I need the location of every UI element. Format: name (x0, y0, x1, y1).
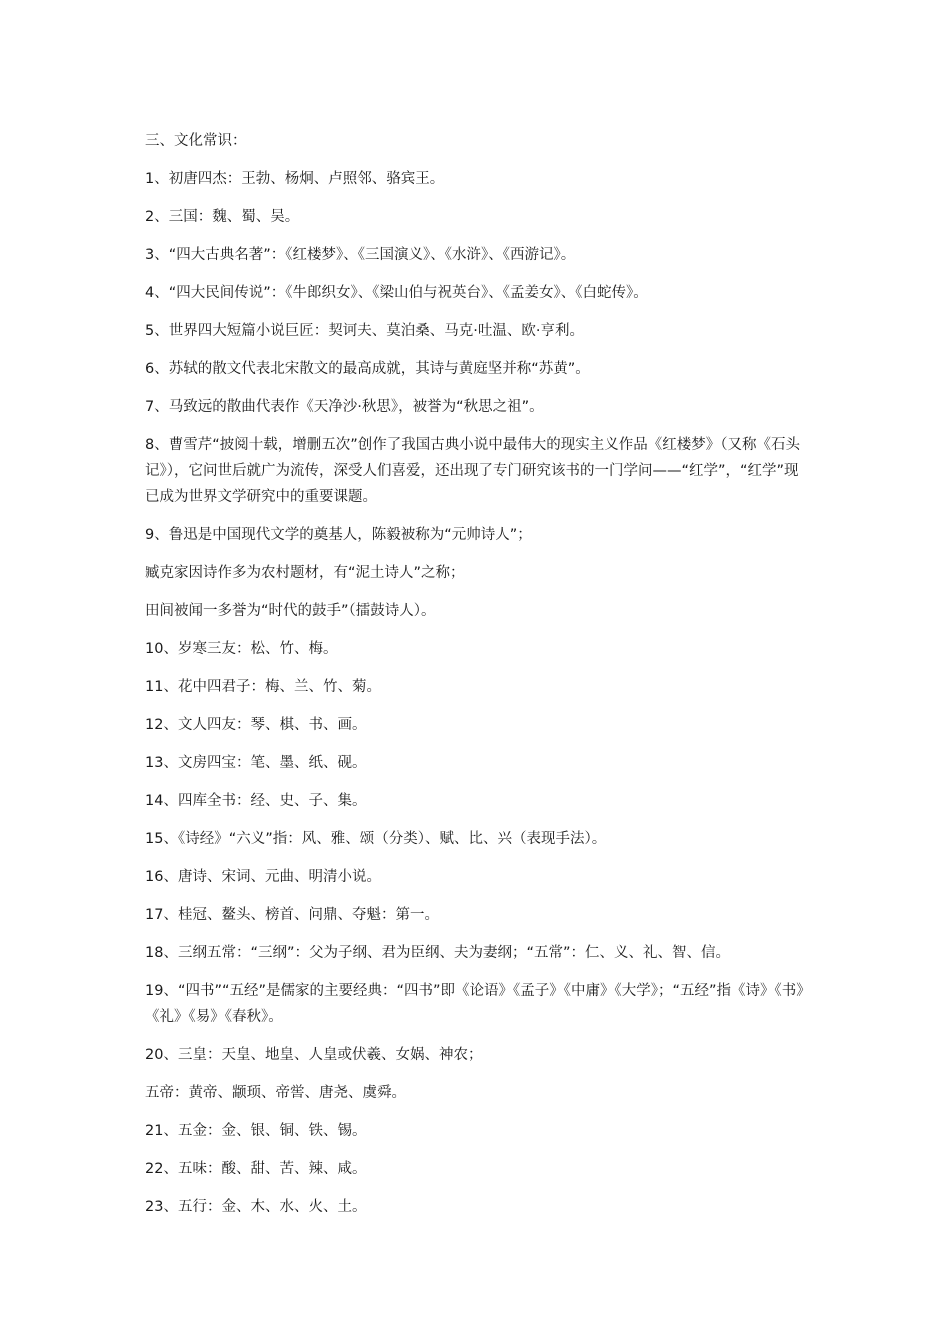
list-item: 16、唐诗、宋词、元曲、明清小说。 (145, 869, 381, 885)
list-item: 9、鲁迅是中国现代文学的奠基人，陈毅被称为“元帅诗人”； (145, 527, 532, 543)
list-item: 15、《诗经》“六义”指：风、雅、颂（分类）、赋、比、兴（表现手法）。 (145, 831, 607, 847)
list-item: 21、五金：金、银、铜、铁、锡。 (145, 1123, 367, 1139)
list-item: 22、五味：酸、甜、苦、辣、咸。 (145, 1161, 367, 1177)
list-item: 10、岁寒三友：松、竹、梅。 (145, 641, 338, 657)
list-item: 5、世界四大短篇小说巨匠：契诃夫、莫泊桑、马克·吐温、欧·亨利。 (145, 323, 584, 339)
list-item: 6、苏轼的散文代表北宋散文的最高成就，其诗与黄庭坚并称“苏黄”。 (145, 361, 590, 377)
document-page (145, 128, 810, 1232)
list-item: 18、三纲五常：“三纲”：父为子纲、君为臣纲、夫为妻纲；“五常”：仁、义、礼、智、信。 (145, 945, 730, 961)
section-heading: 三、文化常识： (145, 133, 247, 149)
list-item: 14、四库全书：经、史、子、集。 (145, 793, 367, 809)
list-item: 2、三国：魏、蜀、吴。 (145, 209, 300, 225)
list-item: 17、桂冠、鳌头、榜首、问鼎、夺魁：第一。 (145, 907, 439, 923)
list-item: 臧克家因诗作多为农村题材，有“泥土诗人”之称； (145, 565, 465, 581)
list-item: 19、“四书”“五经”是儒家的主要经典：“四书”即《论语》《孟子》《中庸》《大学》；“五经”指《诗》《书》《礼》《易》《春秋》。 (145, 983, 804, 1025)
list-item: 20、三皇：天皇、地皇、人皇或伏羲、女娲、神农； (145, 1047, 483, 1063)
list-item: 1、初唐四杰：王勃、杨炯、卢照邻、骆宾王。 (145, 171, 445, 187)
list-item: 五帝：黄帝、颛顼、帝喾、唐尧、虞舜。 (145, 1085, 406, 1101)
list-item: 田间被闻一多誉为“时代的鼓手”（擂鼓诗人）。 (145, 603, 436, 619)
list-item: 8、曹雪芹“披阅十载，增删五次”创作了我国古典小说中最伟大的现实主义作品《红楼梦》（又称《石头记》），它问世后就广为流传，深受人们喜爱，还出现了专门研究该书的一门学问——“红学”，“红学”现已成为世界文学研究中的重要课题。 (145, 437, 800, 505)
list-item: 7、马致远的散曲代表作《天净沙·秋思》，被誉为“秋思之祖”。 (145, 399, 544, 415)
list-item: 13、文房四宝：笔、墨、纸、砚。 (145, 755, 367, 771)
list-item: 12、文人四友：琴、棋、书、画。 (145, 717, 367, 733)
list-item: 3、“四大古典名著”：《红楼梦》、《三国演义》、《水浒》、《西游记》。 (145, 247, 576, 263)
list-item: 4、“四大民间传说”：《牛郎织女》、《梁山伯与祝英台》、《孟姜女》、《白蛇传》。 (145, 285, 648, 301)
list-item: 11、花中四君子：梅、兰、竹、菊。 (145, 679, 381, 695)
list-item: 23、五行：金、木、水、火、土。 (145, 1199, 367, 1215)
